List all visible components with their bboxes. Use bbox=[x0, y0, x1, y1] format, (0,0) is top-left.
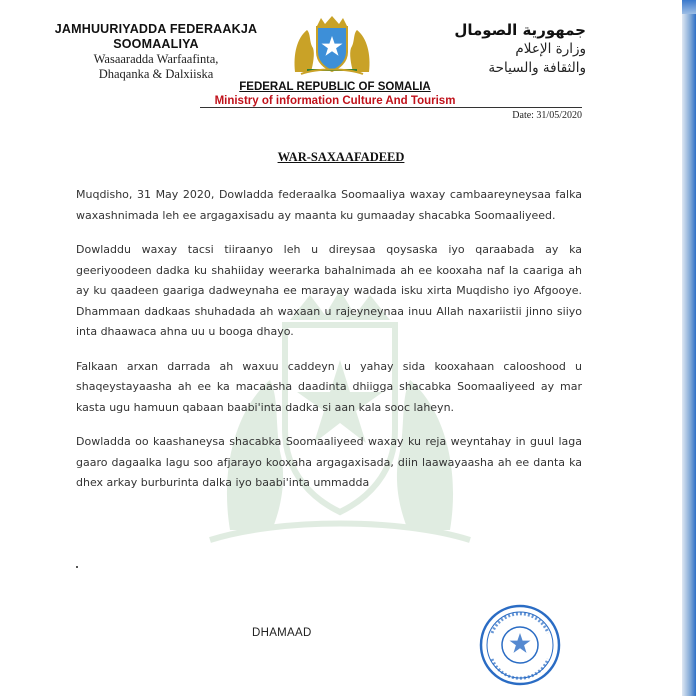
header-arabic-block bbox=[446, 20, 586, 78]
header-divider bbox=[200, 107, 582, 108]
header-somali-line3: Wasaaradda Warfaafinta, bbox=[93, 52, 219, 66]
document-title: WAR-SAXAAFADEED bbox=[277, 150, 405, 164]
paragraph-2: Dowladdu waxay tacsi tiiraanyo leh u direysaa qoysaska iyo qaraabada ay ka geeriyoodeen dadka ku shahiiday weerarka bahalnimada ah ee kooxaha naf la caariga ah ay ku qaadeen gaariga dadweynaha ee marayay wadada isku xirta Muqdisho iyo Afgooye. Dhammaan dadkaas shuhadada ah waxaan u rajeyneynaa inuu Allah naxariistii jinno siiyo inta dhaawaca ahna uu u booga dhayo. bbox=[76, 243, 582, 338]
header-somali-block bbox=[46, 22, 266, 82]
stray-mark bbox=[76, 566, 78, 568]
header-arabic-line2: وزارة الإعلام bbox=[515, 41, 586, 57]
header-somali-line4: Dhaqanka & Dalxiiska bbox=[98, 67, 214, 81]
document-body bbox=[76, 185, 582, 508]
paragraph-3: Falkaan arxan darrada ah waxuu caddeyn u yahay sida kooxahaan calooshood u shaqeystayaasha ah ee ka macaasha daadinta dhiigga shacabka Soomaaliyeed ay mar kasta ugu hamuun qabaan baabi'inta dadka si aan kala sooc laheyn. bbox=[76, 359, 582, 414]
document-date: Date: 31/05/2020 bbox=[512, 110, 582, 121]
official-stamp-icon bbox=[478, 603, 562, 687]
paragraph-1: Muqdisho, 31 May 2020, Dowladda federaalka Soomaaliya waxay cambaareyneysaa falka waxashnimada leh ee argagaxisadu ay maanta ku gumaaday shacabka Soomaaliyeed. bbox=[76, 188, 582, 222]
screen-frame-edge bbox=[682, 0, 696, 696]
header-somali-line1: JAMHUURIYADDA FEDERAAKJA bbox=[54, 22, 258, 36]
closing-text: DHAMAAD bbox=[252, 627, 312, 639]
ministry-title: Ministry of information Culture And Tourism bbox=[214, 95, 456, 107]
header-somali-line2: SOOMAALIYA bbox=[113, 37, 199, 51]
header-arabic-line3: والثقافة والسياحة bbox=[488, 60, 586, 76]
paragraph-4: Dowladda oo kaashaneysa shacabka Soomaaliyeed waxay ku reja weyntahay in guul laga gaaro dagaalka lagu soo afjarayo kooxaha argagaxisada, diin laawayaasha ah ee danta ka dhex arkay burburinta dalka iyo baabi'inta ummadda bbox=[76, 435, 582, 489]
header-center-block bbox=[200, 80, 470, 108]
header-arabic-line1: جمهورية الصومال bbox=[454, 21, 586, 39]
republic-title: FEDERAL REPUBLIC OF SOMALIA bbox=[239, 81, 431, 93]
somalia-coat-of-arms-icon bbox=[287, 14, 377, 76]
